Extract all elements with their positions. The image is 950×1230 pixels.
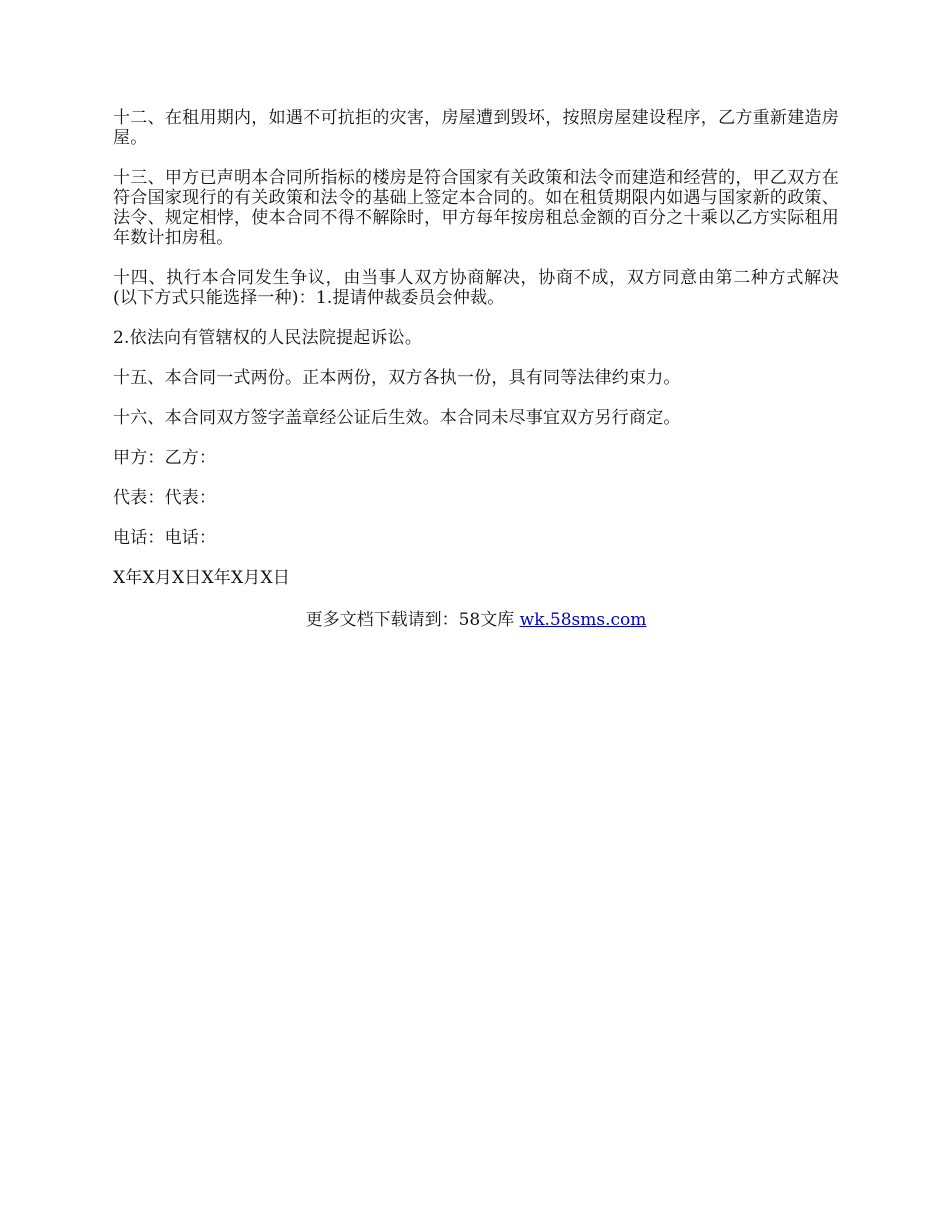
clause-14-option-2: 2.依法向有管辖权的人民法院提起诉讼。 bbox=[113, 328, 423, 348]
document-page bbox=[113, 108, 839, 630]
download-footer bbox=[113, 610, 839, 630]
clause-16: 十六、本合同双方签字盖章经公证后生效。本合同未尽事宜双方另行商定。 bbox=[113, 408, 681, 428]
party-line: 甲方：乙方： bbox=[113, 448, 217, 468]
clause-13: 十三、甲方已声明本合同所指标的楼房是符合国家有关政策和法令而建造和经营的，甲乙双方在符合国家现行的有关政策和法令的基础上签定本合同的。如在租赁期限内如遇与国家新的政策、法令、规定相悖，使本合同不得不解除时，甲方每年按房租总金额的百分之十乘以乙方实际租用年数计扣房租。 bbox=[113, 168, 839, 248]
phone-line: 电话：电话： bbox=[113, 528, 217, 548]
date-line: X年X月X日X年X月X日 bbox=[113, 568, 291, 588]
clause-12: 十二、在租用期内，如遇不可抗拒的灾害，房屋遭到毁坏，按照房屋建设程序，乙方重新建造房屋。 bbox=[113, 108, 839, 148]
footer-prefix: 更多文档下载请到：58文库 bbox=[305, 610, 520, 630]
footer-link[interactable]: wk.58sms.com bbox=[519, 610, 647, 630]
representative-line: 代表：代表： bbox=[113, 488, 217, 508]
clause-14: 十四、执行本合同发生争议，由当事人双方协商解决，协商不成，双方同意由第二种方式解决(以下方式只能选择一种)：1.提请仲裁委员会仲裁。 bbox=[113, 268, 839, 308]
clause-15: 十五、本合同一式两份。正本两份，双方各执一份，具有同等法律约束力。 bbox=[113, 368, 681, 388]
